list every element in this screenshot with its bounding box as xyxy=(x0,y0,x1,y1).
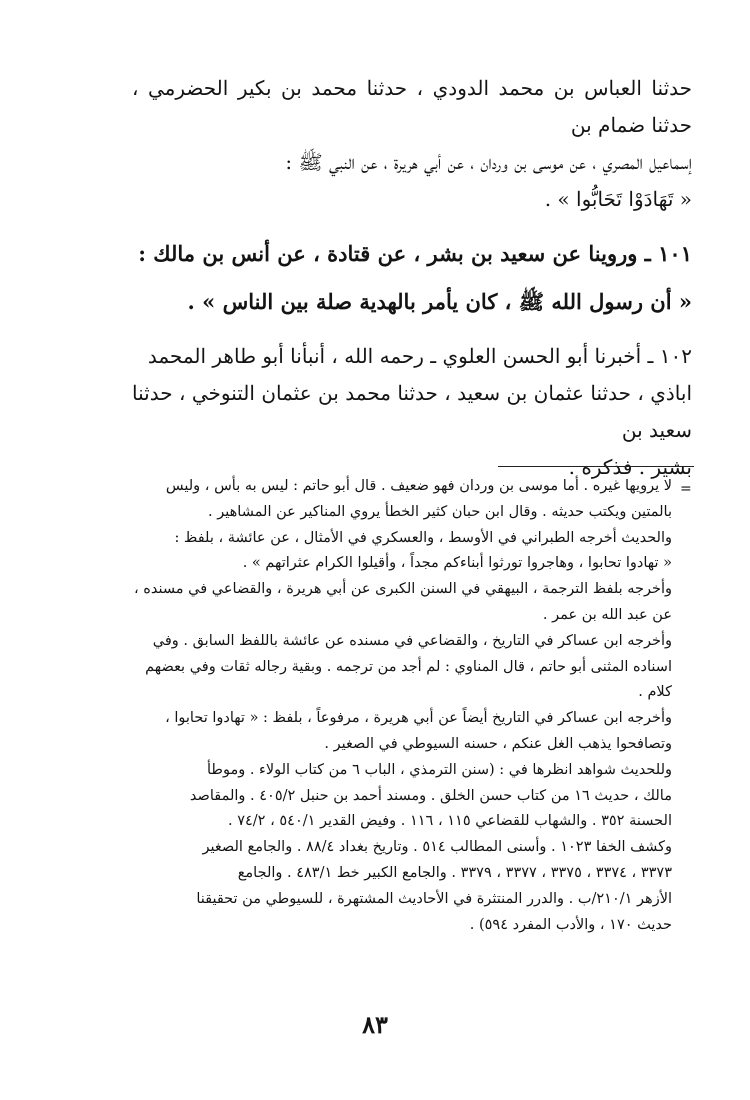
footnote-continuation-marker: = xyxy=(680,481,692,497)
footnote-line: وتصافحوا يذهب الغل عنكم ، حسنه السيوطي في الصغير . xyxy=(324,735,672,752)
footnotes xyxy=(128,474,672,938)
text-line: « تَهَادَوْا تَحَابُّوا » . xyxy=(544,187,692,211)
footnote-line: والحديث أخرجه الطبراني في الأوسط ، والعسكري في الأمثال ، عن عائشة ، بلفظ : xyxy=(174,529,672,546)
footnote-line: وأخرجه بلفظ الترجمة ، البيهقي في السنن الكبرى عن أبي هريرة ، والقضاعي في مسنده ، xyxy=(133,581,672,598)
footnote-line: وأخرجه ابن عساكر في التاريخ ، والقضاعي في مسنده عن عائشة باللفظ السابق . وفي xyxy=(152,632,672,649)
text-line: إسماعيل المصري ، عن موسى بن وردان ، عن أبي هريرة ، عن النبي ﷺ : xyxy=(285,150,692,174)
hadith-102-line: بشير . فذكره . xyxy=(568,455,692,479)
footnote-line: لا يرويها غيره . أما موسى بن وردان فهو ضعيف . قال أبو حاتم : ليس به بأس ، وليس xyxy=(165,478,672,494)
footnote-divider xyxy=(498,466,694,467)
footnote-line: وأخرجه ابن عساكر في التاريخ أيضاً عن أبي هريرة ، مرفوعاً ، بلفظ : « تهادوا تحابوا ، xyxy=(165,710,672,727)
main-text xyxy=(132,70,692,486)
hadith-102-line: اباذي ، حدثنا عثمان بن سعيد ، حدثنا محمد بن عثمان التنوخي ، حدثنا سعيد بن xyxy=(132,381,692,442)
text-line: حدثنا العباس بن محمد الدودي ، حدثنا محمد بن بكير الحضرمي ، حدثنا ضمام بن xyxy=(132,76,692,137)
footnote-line: « تهادوا تحابوا ، وهاجروا تورثوا أبناءكم مجداً ، وأقيلوا الكرام عثراتهم » . xyxy=(242,555,672,572)
hadith-101-line: ١٠١ ـ وروينا عن سعيد بن بشر ، عن قتادة ، عن أنس بن مالك : xyxy=(138,241,692,266)
footnote-line: الأزهر ٢١٠/١/ب . والدرر المنتثرة في الأحاديث المشتهرة ، للسيوطي من تحقيقنا xyxy=(196,890,672,907)
footnote-line: حديث ١٧٠ ، والأدب المفرد ٥٩٤) . xyxy=(469,916,672,933)
footnote-line: وكشف الخفا ١٠٢٣ . وأسنى المطالب ٥١٤ . وتاريخ بغداد ٨٨/٤ . والجامع الصغير xyxy=(202,839,672,856)
footnote-line: كلام . xyxy=(638,684,672,701)
footnote-line: اسناده المثنى أبو حاتم ، قال المناوي : لم أجد من ترجمه . وبقية رجاله ثقات وفي بعضهم xyxy=(145,658,672,675)
footnote-line: عن عبد الله بن عمر . xyxy=(542,606,672,623)
page-number: ٨٣ xyxy=(362,1010,388,1039)
footnote-line: بالمتين ويكتب حديثه . وقال ابن حبان كثير الخطأ يروي المناكير عن المشاهير . xyxy=(208,503,672,520)
footnote-line: وللحديث شواهد انظرها في : (سنن الترمذي ، الباب ٦ من كتاب الولاء . وموطأ xyxy=(207,761,672,778)
hadith-101-line: « أن رسول الله ﷺ ، كان يأمر بالهدية صلة بين الناس » . xyxy=(187,289,692,314)
hadith-102-line: ١٠٢ ـ أخبرنا أبو الحسن العلوي ـ رحمه الله ، أنبأنا أبو طاهر المحمد xyxy=(147,344,692,368)
footnote-line: الحسنة ٣٥٢ . والشهاب للقضاعي ١١٥ ، ١١٦ . وفيض القدير ٥٤٠/١ ، ٧٤/٢ . xyxy=(228,813,672,830)
footnote-line: مالك ، حديث ١٦ من كتاب حسن الخلق . ومسند أحمد بن حنبل ٤٠٥/٢ . والمقاصد xyxy=(189,787,672,804)
footnote-line: ٣٣٧٣ ، ٣٣٧٤ ، ٣٣٧٥ ، ٣٣٧٧ ، ٣٣٧٩ . والجامع الكبير خط ٤٨٣/١ . والجامع xyxy=(237,864,672,881)
